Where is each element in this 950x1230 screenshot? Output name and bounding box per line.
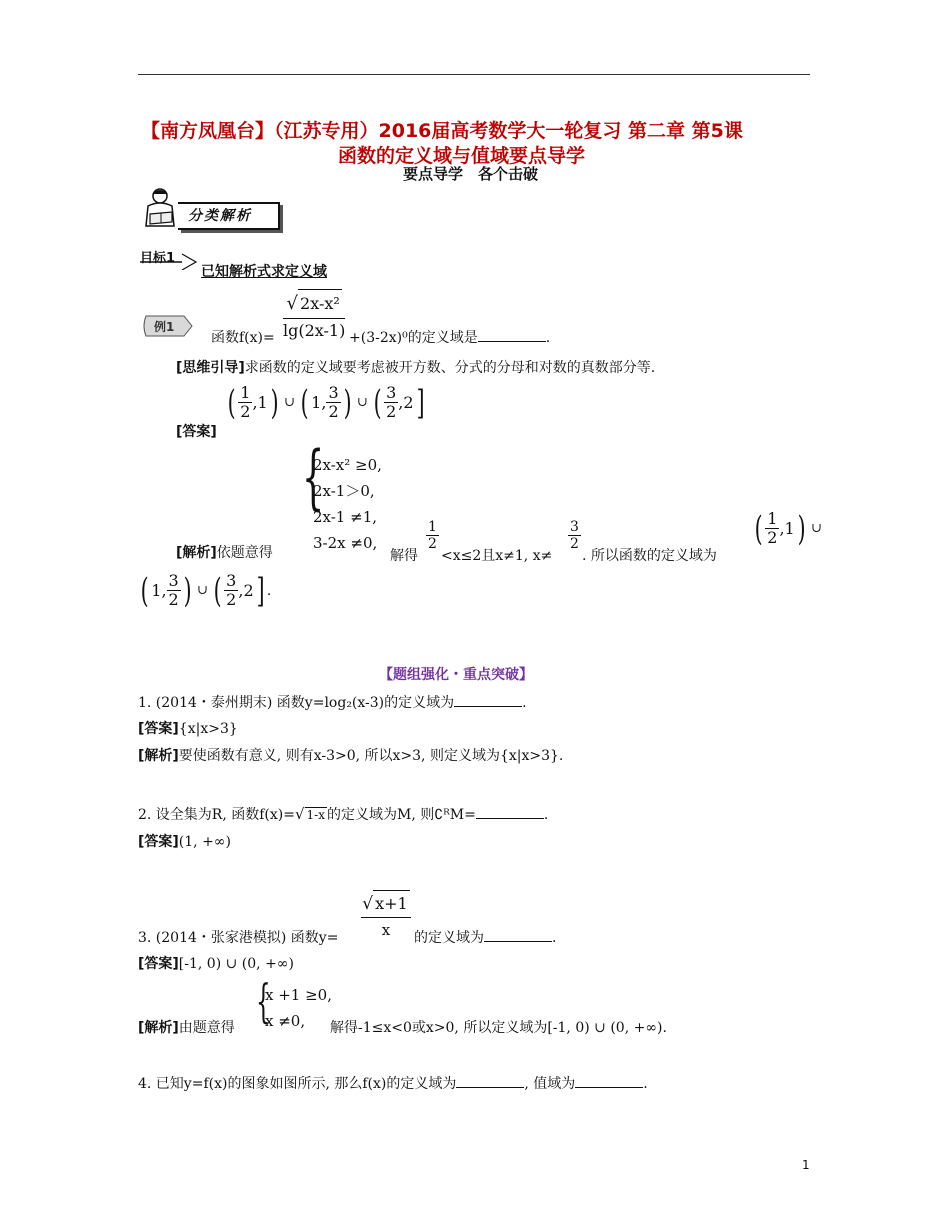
q2-radicand: 1-x xyxy=(306,808,326,822)
q3-analysis: 解得-1≤x<0或x>0, 所以定义域为[-1, 0) ∪ (0, +∞). xyxy=(330,1020,667,1036)
q1-text: 1. (2014・泰州期末) 函数y=log₂(x-3)的定义域为 xyxy=(138,695,455,711)
q3-analysis-label xyxy=(138,1017,235,1037)
frac-num: 3 xyxy=(386,383,397,402)
analysis-prefix: 由题意得 xyxy=(178,1020,235,1036)
q2-answer xyxy=(138,831,231,851)
example1-fraction: √ 2x-x² lg(2x-1) xyxy=(283,289,345,343)
document-subtitle: 要点导学 各个击破 xyxy=(403,165,539,183)
frac-num: 3 xyxy=(168,571,179,590)
system-line: x ≠0, xyxy=(265,1012,306,1030)
frac-den: 2 xyxy=(386,402,397,422)
category-banner xyxy=(138,188,278,232)
analysis-label: [解析] xyxy=(138,1020,179,1036)
q2-text-b: 的定义域为M, 则∁ᴿM= xyxy=(327,807,476,823)
question-3-tail xyxy=(414,927,556,947)
example1-hint xyxy=(176,357,655,377)
answer-value: [-1, 0) ∪ (0, +∞) xyxy=(178,956,294,972)
q3-denominator: x xyxy=(381,921,391,939)
frac-num: 1 xyxy=(240,383,251,402)
page-number: 1 xyxy=(802,1158,810,1172)
q3-fraction: √ x+1 x xyxy=(361,890,411,942)
union-symbol: ∪ xyxy=(811,521,822,537)
end-dot: . xyxy=(266,582,272,599)
target-badge-label: 目标1 xyxy=(140,251,176,266)
q1-end: . xyxy=(522,695,527,711)
frac-num: 3 xyxy=(570,519,579,535)
example-badge-label: 例1 xyxy=(154,320,175,334)
example-badge xyxy=(144,316,194,338)
solve-interval-1: ( $\frac{1}{2}$ , 1 ) ∪ xyxy=(754,508,822,549)
comma: , xyxy=(252,393,258,413)
answer-blank xyxy=(575,1074,643,1088)
example1-tail xyxy=(349,327,550,347)
union-symbol: ∪ xyxy=(197,583,208,599)
system-line: 2x-1 ≠1, xyxy=(313,508,377,526)
answer-blank xyxy=(484,928,552,942)
comma: , xyxy=(161,581,167,601)
interval-3: ( $\frac{3}{2}$ , 2 ] xyxy=(373,382,425,423)
frac-num: 1 xyxy=(767,509,778,528)
answer-label: [答案] xyxy=(138,834,179,850)
q3-radicand: x+1 xyxy=(373,890,410,917)
frac-den: 2 xyxy=(428,536,437,553)
q3-text-b: 的定义域为 xyxy=(414,930,484,946)
interval-end: 1 xyxy=(257,393,268,413)
hint-label: [思维引导] xyxy=(176,360,245,376)
header-rule xyxy=(138,74,810,75)
answer-label: [答案] xyxy=(138,721,179,737)
system-line: 2x-1＞0, xyxy=(313,482,375,500)
answer-blank xyxy=(456,1074,524,1088)
q4-text-a: 4. 已知y=f(x)的图象如图所示, 那么f(x)的定义域为 xyxy=(138,1076,457,1092)
interval-start: 1 xyxy=(151,581,162,601)
q2-end: . xyxy=(543,807,549,823)
frac-den: 2 xyxy=(767,528,778,548)
example1-solve-tail: . 所以函数的定义域为 xyxy=(582,548,717,564)
interval-end: 2 xyxy=(403,393,414,413)
interval-1: ( $\frac{1}{2}$ , 1 ) xyxy=(227,382,279,423)
frac-den: 2 xyxy=(570,536,579,553)
answer-value: (1, +∞) xyxy=(178,834,231,850)
question-4 xyxy=(138,1073,648,1093)
frac-den: 2 xyxy=(226,590,237,610)
analysis-label: [解析] xyxy=(138,748,179,764)
example1-answer-intervals xyxy=(225,384,427,422)
union-symbol: ∪ xyxy=(284,395,295,411)
section-title: 【题组强化・重点突破】 xyxy=(379,667,533,683)
frac-num: 3 xyxy=(226,571,237,590)
interval-end: 1 xyxy=(784,519,795,539)
question-3-prefix: 3. (2014・张家港模拟) 函数y= xyxy=(138,930,339,946)
answer-value: {x|x>3} xyxy=(178,721,238,737)
banner-label: 分类解析 xyxy=(188,208,252,224)
hint-text: 求函数的定义域要考虑被开方数、分式的分母和对数的真数部分等. xyxy=(244,360,656,376)
comma: , xyxy=(779,519,785,539)
example1-solve-prefix: 解得 xyxy=(390,548,418,564)
q3-answer xyxy=(138,953,294,973)
interval-2: ( 1 , $\frac{3}{2}$ ) xyxy=(300,382,352,423)
system-line: x +1 ≥0, xyxy=(265,986,332,1004)
answer-blank xyxy=(454,693,522,707)
example1-answer-label: [答案] xyxy=(176,424,217,440)
question-2: 2. 设全集为R, 函数f(x)=√ 1-x 的定义域为M, 则∁ᴿM= . xyxy=(138,805,549,823)
frac-den: 2 xyxy=(168,590,179,610)
frac-den: 2 xyxy=(328,402,339,422)
analysis-text: 要使函数有意义, 则有x-3>0, 所以x>3, 则定义域为{x|x>3}. xyxy=(178,748,564,764)
solve-intervals-2-3: ( 1 , $\frac{3}{2}$ ) ∪ ( $\frac{3}{2}$ , 2 ] . xyxy=(140,570,272,611)
question-1 xyxy=(138,692,527,712)
answer-label: [答案] xyxy=(138,956,179,972)
system-line: 3-2x ≠0, xyxy=(313,534,378,552)
document-title-line2: 函数的定义域与值域要点导学 xyxy=(338,145,586,167)
q3-system-brace: { xyxy=(256,974,271,1028)
union-symbol: ∪ xyxy=(356,395,368,411)
q1-answer xyxy=(138,718,238,738)
q4-text-b: , 值域为 xyxy=(524,1076,576,1092)
target-heading: 已知解析式求定义域 xyxy=(201,264,327,280)
interval-start: 1 xyxy=(311,393,322,413)
answer-blank xyxy=(476,805,544,819)
comma: , xyxy=(321,393,327,413)
solve-frac-1 xyxy=(426,519,439,552)
frac-num: 3 xyxy=(328,383,339,402)
system-line: 2x-x² ≥0, xyxy=(313,456,382,474)
system-brace: { xyxy=(302,436,325,518)
document-title-line1: 【南方凤凰台】（江苏专用）2016届高考数学大一轮复习 第二章 第5课 xyxy=(141,120,743,142)
example1-system xyxy=(313,452,382,556)
answer-blank xyxy=(478,328,546,342)
example1-denominator: lg(2x-1) xyxy=(283,321,346,340)
example1-end: . xyxy=(545,330,551,346)
q2-text-a: 2. 设全集为R, 函数f(x)= xyxy=(138,807,295,823)
example1-solve-mid: <x≤2且x≠1, x≠ xyxy=(441,548,553,564)
target-badge xyxy=(138,248,198,274)
analysis-prefix: 依题意得 xyxy=(216,545,273,561)
interval-end: 2 xyxy=(243,581,254,601)
example1-radicand: 2x-x² xyxy=(298,289,342,318)
example1-prefix: 函数f(x)= xyxy=(211,330,275,346)
q1-analysis xyxy=(138,745,563,765)
frac-den: 2 xyxy=(240,402,251,422)
example1-analysis xyxy=(176,542,273,562)
comma: , xyxy=(238,581,244,601)
frac-num: 1 xyxy=(428,519,437,535)
example1-tail-text: +(3-2x)⁰的定义域是 xyxy=(349,330,478,346)
solve-frac-2 xyxy=(568,519,581,552)
comma: , xyxy=(398,393,404,413)
q3-system xyxy=(265,982,332,1034)
q3-end: . xyxy=(552,930,557,946)
analysis-label: [解析] xyxy=(176,545,217,561)
q4-end: . xyxy=(643,1076,648,1092)
